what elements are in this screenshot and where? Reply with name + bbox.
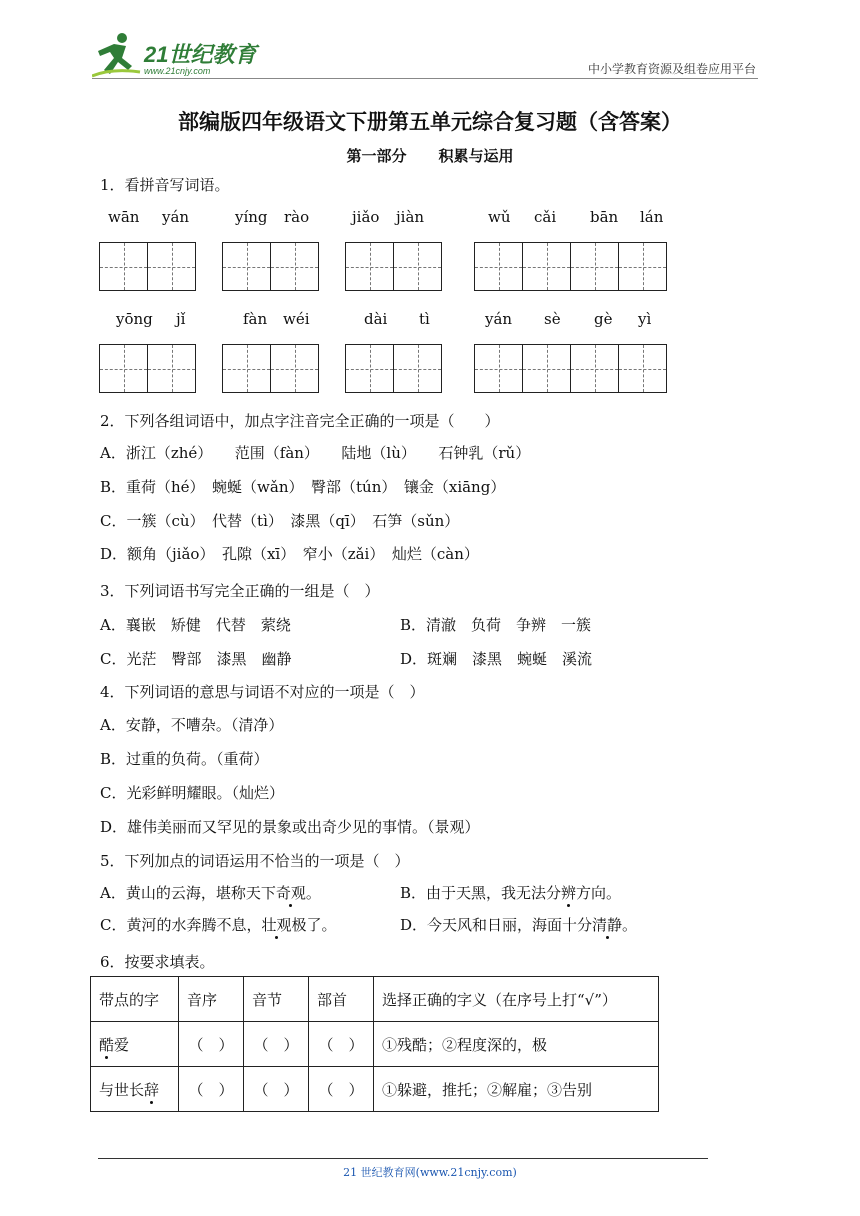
footer-divider <box>98 1158 708 1159</box>
q4-stem: 4．下列词语的意思与词语不对应的一项是（ ） <box>100 683 425 701</box>
runner-logo-icon <box>92 30 142 78</box>
pinyin: yán <box>485 310 513 328</box>
pinyin: yán <box>162 208 190 226</box>
writing-grid[interactable] <box>345 242 441 291</box>
pinyin: jiǎo <box>352 208 380 226</box>
pinyin: yíng <box>235 208 268 226</box>
dotted-word: 清静 <box>592 916 623 934</box>
logo-text: 21世纪教育 <box>144 42 257 67</box>
q2-option-a: A．浙江（zhé） 范围（fàn） 陆地（lù） 石钟乳（rǔ） <box>100 444 531 462</box>
fill-table <box>90 976 659 1112</box>
answer-blank[interactable]: （ ） <box>179 1067 244 1112</box>
dotted-word: 壮观 <box>261 916 292 934</box>
answer-blank[interactable]: （ ） <box>309 1022 374 1067</box>
q5-option-c: C．黄河的水奔腾不息，壮观极了。 <box>100 916 337 934</box>
table-header: 音序 <box>179 977 244 1022</box>
q4-option-a: A．安静，不嘈杂。（清净） <box>100 716 284 734</box>
site-logo <box>92 30 262 82</box>
q5-stem: 5．下列加点的词语运用不恰当的一项是（ ） <box>100 852 410 870</box>
table-cell-word: 酷爱 <box>91 1022 179 1067</box>
writing-grid[interactable] <box>222 242 318 291</box>
dotted-word: 奇观 <box>275 884 306 902</box>
q5-option-b: B．由于天黑，我无法分辨方向。 <box>400 884 622 902</box>
writing-grid[interactable] <box>474 344 666 393</box>
header-platform-text: 中小学教育资源及组卷应用平台 <box>587 62 756 76</box>
pinyin: bān <box>590 208 619 226</box>
table-header: 部首 <box>309 977 374 1022</box>
table-header-row <box>91 977 659 1022</box>
q3-option-a: A．襄嵌 矫健 代替 萦绕 <box>100 616 291 634</box>
header-divider <box>92 78 758 79</box>
dotted-word: 辨 <box>561 884 577 902</box>
table-row <box>91 1067 659 1112</box>
pinyin: fàn <box>243 310 268 328</box>
q3-option-c: C．光茫 臀部 漆黑 幽静 <box>100 650 292 668</box>
dotted-char: 酷 <box>99 1035 115 1054</box>
section-label: 积累与运用 <box>438 147 514 165</box>
writing-grid[interactable] <box>474 242 666 291</box>
pinyin: rào <box>284 208 310 226</box>
q5-option-d: D．今天风和日丽，海面十分清静。 <box>400 916 638 934</box>
logo-url: www.21cnjy.com <box>144 66 211 76</box>
q4-option-d: D．雄伟美丽而又罕见的景象或出奇少见的事情。（景观） <box>100 818 480 836</box>
q2-option-d: D．额角（jiǎo） 孔隙（xī） 窄小（zǎi） 灿烂（càn） <box>100 545 479 563</box>
pinyin: dài <box>364 310 388 328</box>
q3-stem: 3．下列词语书写完全正确的一组是（ ） <box>100 582 380 600</box>
q2-option-b: B．重荷（hé） 蜿蜒（wǎn） 臀部（tún） 镶金（xiāng） <box>100 478 506 496</box>
pinyin: cǎi <box>534 208 557 226</box>
pinyin: wéi <box>283 310 310 328</box>
pinyin: jǐ <box>176 310 186 328</box>
writing-grid[interactable] <box>345 344 441 393</box>
table-cell-meaning[interactable]: ①躲避，推托；②解雇；③告别 <box>374 1067 659 1112</box>
footer-link[interactable]: 21 世纪教育网(www.21cnjy.com) <box>343 1166 517 1179</box>
answer-blank[interactable]: （ ） <box>179 1022 244 1067</box>
q3-option-b: B．清澈 负荷 争辨 一簇 <box>400 616 592 634</box>
pinyin: wān <box>108 208 140 226</box>
part-label: 第一部分 <box>346 147 407 165</box>
q4-option-b: B．过重的负荷。（重荷） <box>100 750 269 768</box>
table-header: 选择正确的字义（在序号上打“√”） <box>374 977 659 1022</box>
table-header: 带点的字 <box>91 977 179 1022</box>
q3-option-d: D．斑斓 漆黑 蜿蜒 溪流 <box>400 650 593 668</box>
pinyin: tì <box>419 310 430 328</box>
writing-grid[interactable] <box>99 344 195 393</box>
page-title: 部编版四年级语文下册第五单元综合复习题（含答案） <box>178 109 682 134</box>
pinyin: sè <box>544 310 561 328</box>
pinyin: wǔ <box>488 208 511 226</box>
pinyin: lán <box>640 208 664 226</box>
q1-stem: 1．看拼音写词语。 <box>100 176 230 194</box>
q2-option-c: C．一簇（cù） 代替（tì） 漆黑（qī） 石笋（sǔn） <box>100 512 460 530</box>
pinyin: yì <box>638 310 652 328</box>
section-subtitle <box>0 145 860 166</box>
answer-blank[interactable]: （ ） <box>244 1067 309 1112</box>
writing-grid[interactable] <box>99 242 195 291</box>
table-cell-meaning[interactable]: ①残酷；②程度深的，极 <box>374 1022 659 1067</box>
writing-grid[interactable] <box>222 344 318 393</box>
answer-blank[interactable]: （ ） <box>244 1022 309 1067</box>
pinyin: yōng <box>116 310 153 328</box>
dotted-char: 辞 <box>144 1080 160 1099</box>
answer-blank[interactable]: （ ） <box>309 1067 374 1112</box>
q4-option-c: C．光彩鲜明耀眼。（灿烂） <box>100 784 284 802</box>
q5-option-a: A．黄山的云海，堪称天下奇观。 <box>100 884 321 902</box>
table-cell-word: 与世长辞 <box>91 1067 179 1112</box>
q6-stem: 6．按要求填表。 <box>100 953 215 971</box>
table-row <box>91 1022 659 1067</box>
pinyin: jiàn <box>396 208 425 226</box>
pinyin: gè <box>594 310 613 328</box>
table-header: 音节 <box>244 977 309 1022</box>
q2-stem: 2．下列各组词语中，加点字注音完全正确的一项是（ ） <box>100 412 500 430</box>
